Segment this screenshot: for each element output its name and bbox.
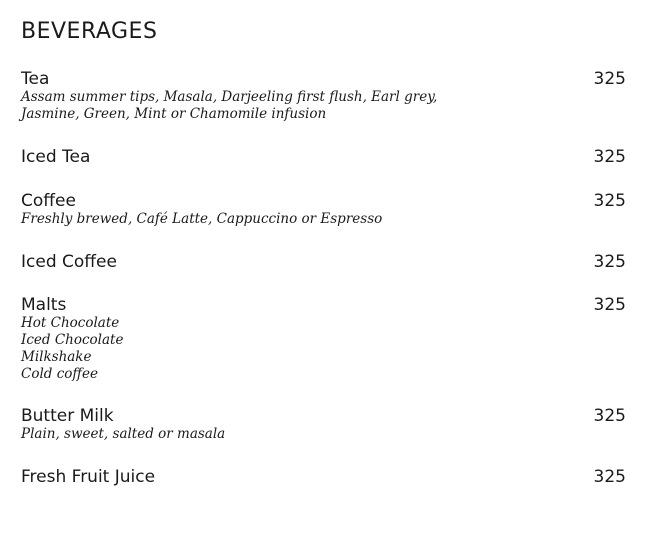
menu-item-tea bbox=[21, 69, 626, 123]
item-price: 325 bbox=[593, 252, 626, 272]
description-line: Jasmine, Green, Mint or Chamomile infusion bbox=[21, 106, 327, 122]
item-description bbox=[21, 211, 626, 228]
item-row bbox=[21, 191, 626, 211]
description-line: Milkshake bbox=[21, 349, 92, 365]
item-name: Tea bbox=[21, 69, 50, 89]
item-name: Iced Coffee bbox=[21, 252, 117, 272]
description-line: Cold coffee bbox=[21, 366, 98, 382]
item-price: 325 bbox=[593, 467, 626, 487]
description-line: Iced Chocolate bbox=[21, 332, 124, 348]
item-description bbox=[21, 426, 626, 443]
menu-item-butter-milk bbox=[21, 406, 626, 443]
item-name: Butter Milk bbox=[21, 406, 114, 426]
item-name: Iced Tea bbox=[21, 147, 91, 167]
item-description bbox=[21, 315, 626, 383]
item-row bbox=[21, 69, 626, 89]
item-price: 325 bbox=[593, 69, 626, 89]
item-price: 325 bbox=[593, 295, 626, 315]
item-price: 325 bbox=[593, 406, 626, 426]
item-name: Malts bbox=[21, 295, 67, 315]
item-name: Coffee bbox=[21, 191, 76, 211]
menu-item-malts bbox=[21, 295, 626, 383]
section-title: BEVERAGES bbox=[21, 19, 158, 44]
item-row bbox=[21, 147, 626, 167]
item-row bbox=[21, 252, 626, 272]
description-line: Hot Chocolate bbox=[21, 315, 120, 331]
item-row bbox=[21, 295, 626, 315]
item-description bbox=[21, 89, 626, 123]
description-line: Plain, sweet, salted or masala bbox=[21, 426, 226, 442]
item-price: 325 bbox=[593, 191, 626, 211]
description-line: Freshly brewed, Café Latte, Cappuccino or Espresso bbox=[21, 211, 383, 227]
item-row bbox=[21, 467, 626, 487]
item-row bbox=[21, 406, 626, 426]
item-price: 325 bbox=[593, 147, 626, 167]
menu-item-coffee bbox=[21, 191, 626, 228]
description-line: Assam summer tips, Masala, Darjeeling first flush, Earl grey, bbox=[21, 89, 438, 105]
menu-item-iced-tea bbox=[21, 147, 626, 167]
item-name: Fresh Fruit Juice bbox=[21, 467, 156, 487]
menu-item-fresh-fruit-juice bbox=[21, 467, 626, 487]
menu-item-iced-coffee bbox=[21, 252, 626, 272]
